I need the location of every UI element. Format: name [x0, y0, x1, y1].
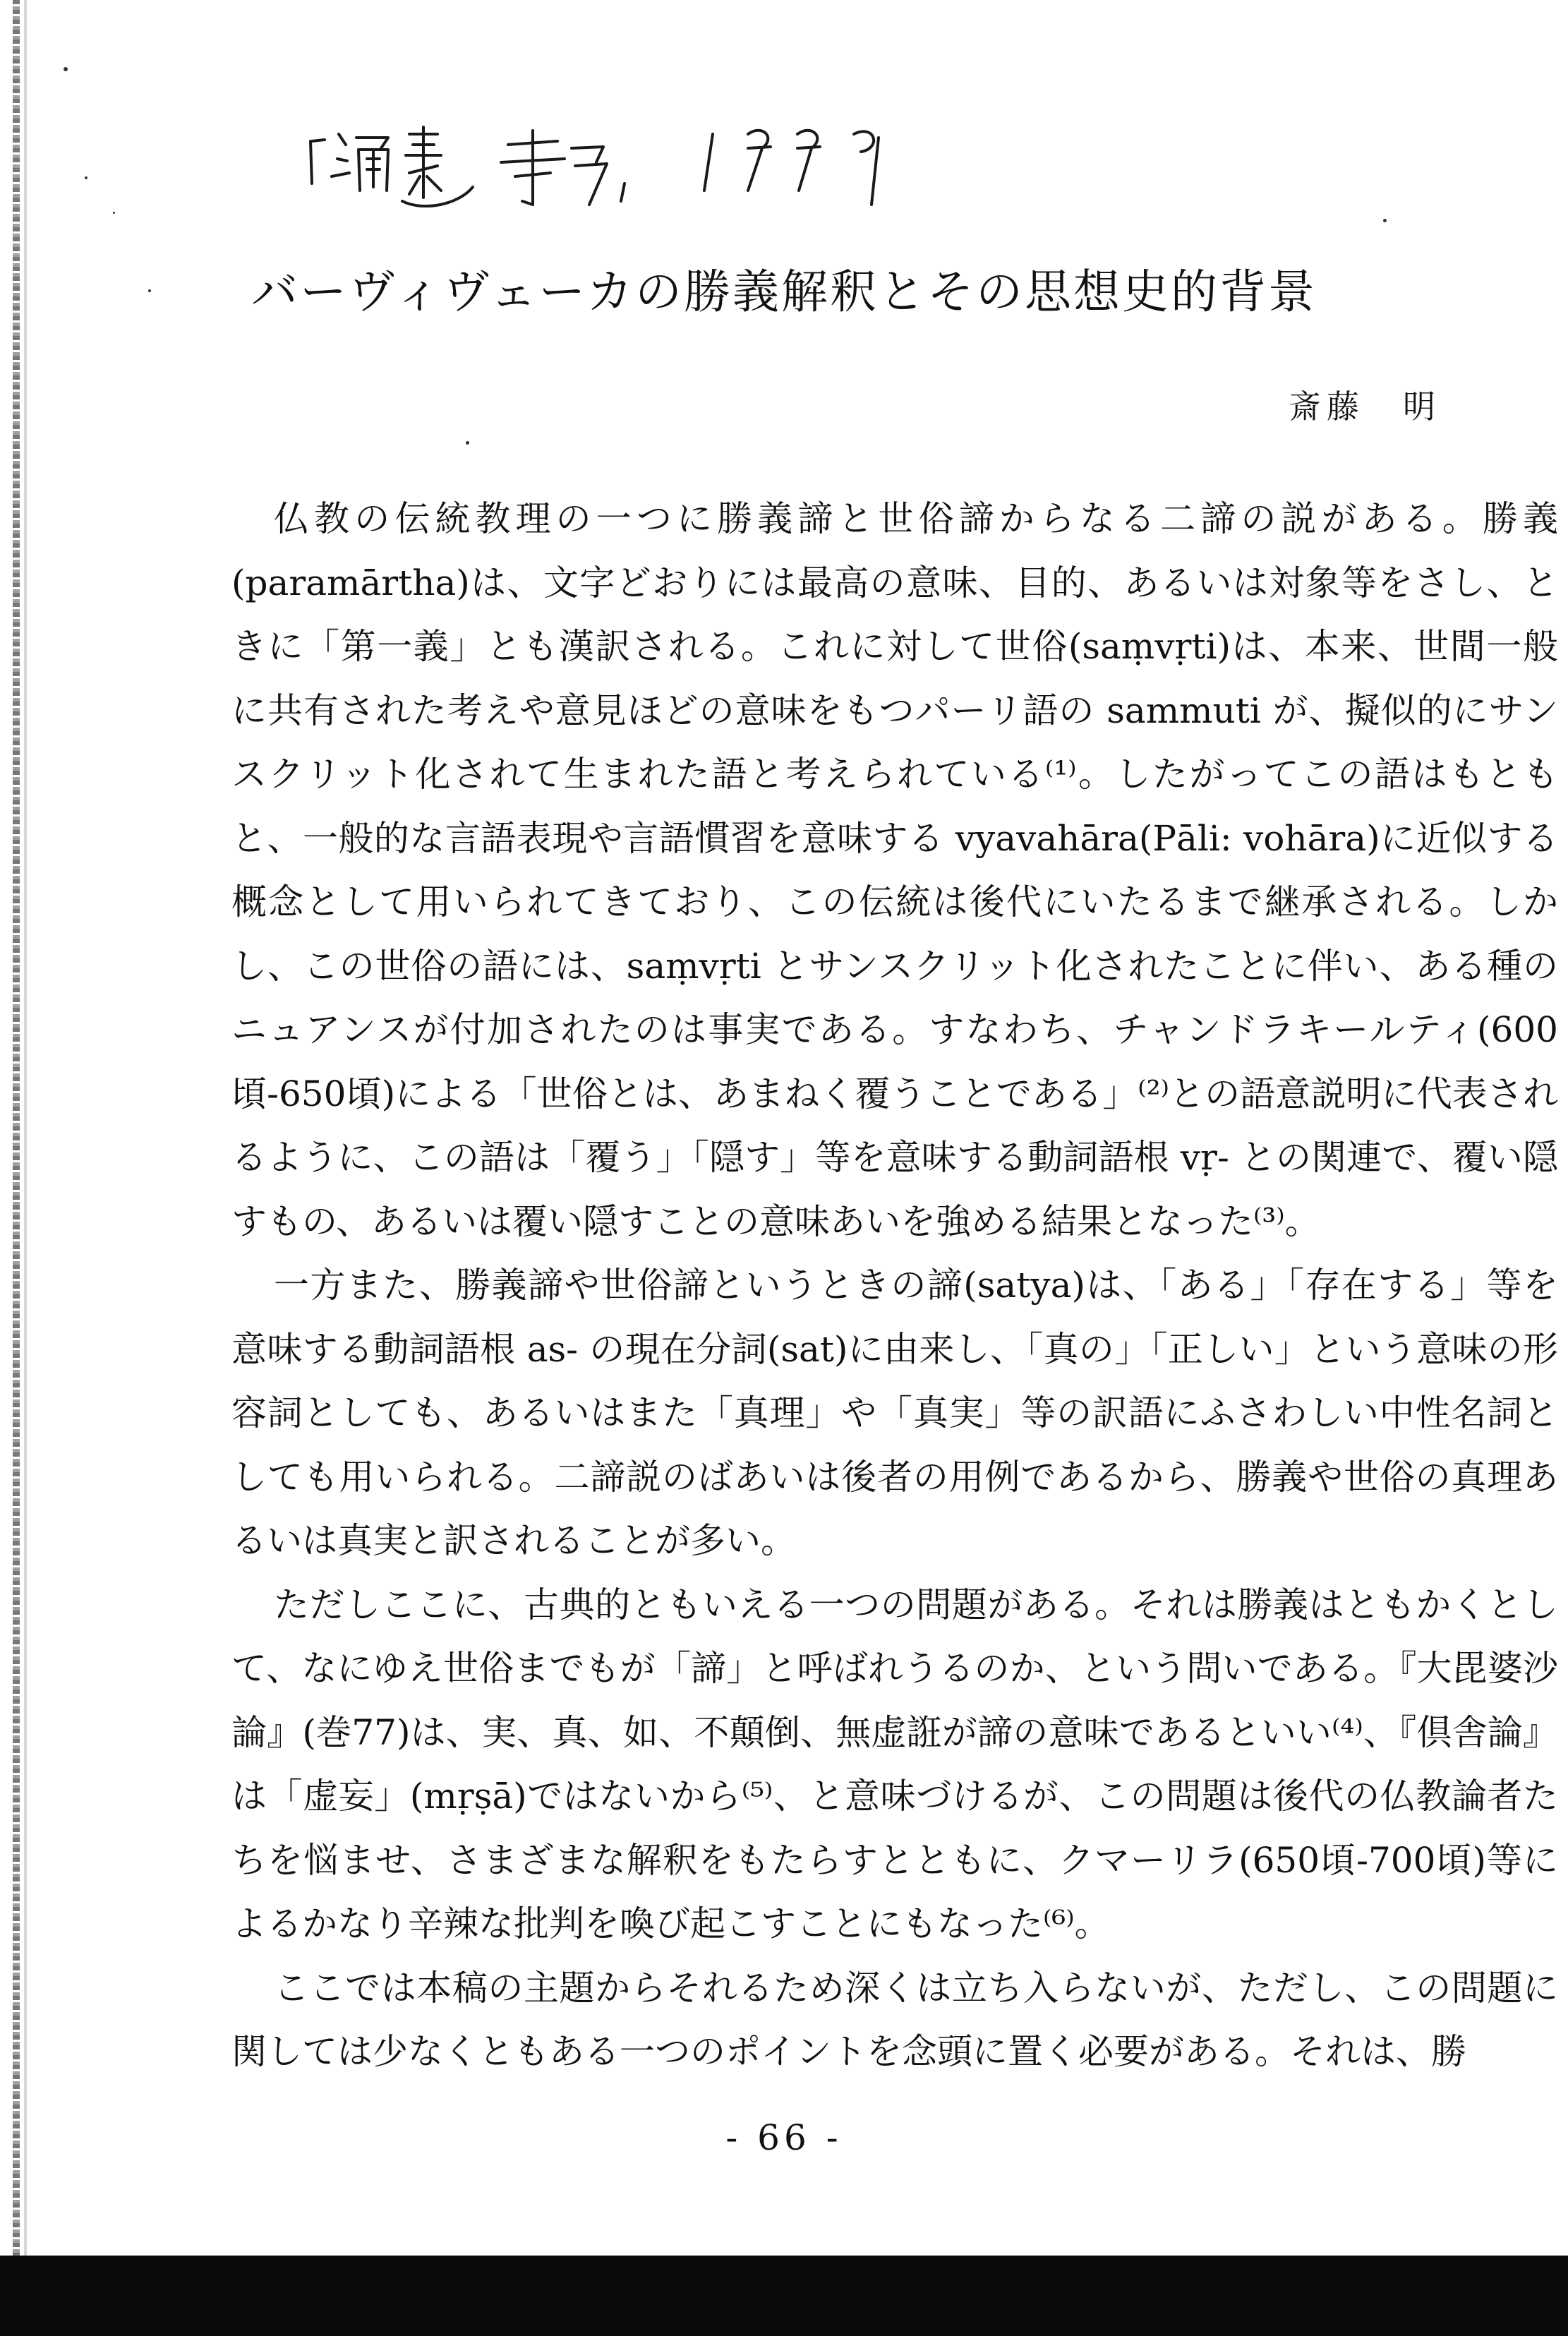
body-paragraph: 仏教の伝統教理の一つに勝義諦と世俗諦からなる二諦の説がある。勝義(paramārtha)は、文字どおりには最高の意味、目的、あるいは対象等をさし、ときに「第一義」とも漢訳される。これに対して世俗(saṃvṛti)は、本来、世間一般に共有された考えや意見ほどの意味をもつパーリ語の sammuti が、擬似的にサンスクリット化されて生まれた語と考えられている⁽¹⁾。したがってこの語はもともと、一般的な言語表現や言語慣習を意味する vyavahāra(Pāli: vohāra)に近似する概念として用いられてきており、この伝統は後代にいたるまで継承される。しかし、この世俗の語には、saṃvṛti とサンスクリット化されたことに伴い、ある種のニュアンスが付加されたのは事実である。すなわち、チャンドラキールティ(600頃-650頃)による「世俗とは、あまねく覆うことである」⁽²⁾との語意説明に代表されるように、この語は「覆う」「隠す」等を意味する動詞語根 vṛ- との関連で、覆い隠すもの、あるいは覆い隠すことの意味あいを強める結果となった⁽³⁾。	[231, 498, 1558, 1242]
article-body	[231, 487, 1558, 2084]
page-number: - 66 -	[725, 2117, 843, 2158]
scan-speck	[1383, 219, 1387, 222]
scan-speck	[85, 176, 88, 179]
body-paragraph: 一方また、勝義諦や世俗諦というときの諦(satya)は、「ある」「存在する」等を意味する動詞語根 as- の現在分詞(sat)に由来し、「真の」「正しい」という意味の形容詞としても、あるいはまた「真理」や「真実」等の訳語にふさわしい中性名詞としても用いられる。二諦説のばあいは後者の用例であるから、勝義や世俗の真理あるいは真実と訳されることが多い。	[231, 1265, 1558, 1561]
scan-bottom-shadow	[0, 2256, 1568, 2336]
article-title: バーヴィヴェーカの勝義解釈とその思想史的背景	[251, 265, 1317, 319]
author-name: 斎藤 明	[1289, 387, 1441, 426]
scan-speck	[113, 212, 115, 214]
body-paragraph: ただしここに、古典的ともいえる一つの問題がある。それは勝義はともかくとして、なにゆえ世俗までもが「諦」と呼ばれうるのか、という問いである。『大毘婆沙論』(巻77)は、実、真、如、不顛倒、無虚誑が諦の意味であるといい⁽⁴⁾、『倶舎論』は「虚妄」(mṛṣā)ではないから⁽⁵⁾、と意味づけるが、この問題は後代の仏教論者たちを悩ませ、さまざまな解釈をもたらすとともに、クマーリラ(650頃-700頃)等によるかなり辛辣な批判を喚び起こすことにもなった⁽⁶⁾。	[231, 1584, 1558, 1944]
scan-speck	[466, 441, 469, 445]
body-paragraph: ここでは本稿の主題からそれるため深くは立ち入らないが、ただし、この問題に関しては少なくともある一つのポイントを念頭に置く必要がある。それは、勝	[231, 1967, 1558, 2072]
scan-speck	[64, 67, 68, 71]
svg-text:『論集』早7, 1999: 『論集』早7, 1999	[310, 226, 317, 227]
binding-edge-line	[24, 0, 27, 2336]
handwritten-note	[296, 106, 931, 233]
binding-edge-shadow	[13, 0, 20, 2336]
